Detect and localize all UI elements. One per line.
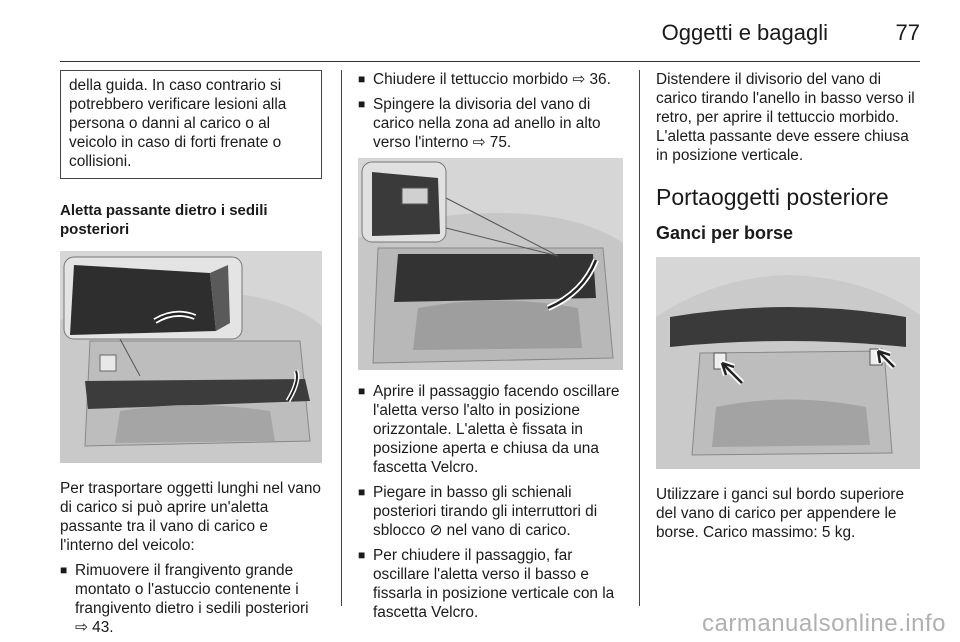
warning-note-text: della guida. In caso contrario si potrebbero verificare lesioni alla persona o danni al carico o al veicolo in caso di forti frenate o collisioni. xyxy=(69,77,287,170)
column-divider xyxy=(341,70,342,606)
paragraph-bag-hooks: Utilizzare i ganci sul bordo superiore del vano di carico per appendere le borse. Carico massimo: 5 kg. xyxy=(656,486,905,541)
list-item: ■ Piegare in basso gli schienali posteriori tirando gli interruttori di sblocco ⊘ nel vano di carico. xyxy=(358,483,623,540)
list-item: ■ Rimuovere il frangivento grande montato o l'astuccio contenente i frangivento dietro i sedili posteriori ⇨ 43. xyxy=(60,561,322,637)
column-2 xyxy=(358,70,623,621)
page-number: 77 xyxy=(895,20,920,45)
paragraph-divider-extend: Distendere il divisorio del vano di carico tirando l'anello in basso verso il retro, per aprire il tettuccio morbido. L'aletta passante deve essere chiusa in posizione verticale. xyxy=(656,71,915,164)
figure-cargo-divider xyxy=(358,158,623,370)
list-item: ■ Spingere la divisoria del vano di carico nella zona ad anello in alto verso l'interno ⇨ 75. xyxy=(358,95,623,152)
section-title: Oggetti e bagagli xyxy=(661,20,828,45)
heading-rear-storage: Portaoggetti posteriore xyxy=(656,184,889,210)
list-item: ■ Aprire il passaggio facendo oscillare l'aletta verso l'alto in posizione orizzontale. L'aletta è fissata in posizione aperta e chiusa da una fascetta Velcro. xyxy=(358,382,623,477)
heading-bag-hooks: Ganci per borse xyxy=(656,223,794,243)
column-3 xyxy=(656,70,920,612)
bag-hooks-illustration xyxy=(656,257,920,469)
cargo-divider-illustration xyxy=(358,158,623,370)
list-item: ■ Chiudere il tettuccio morbido ⇨ 36. xyxy=(358,70,623,89)
figure-bag-hooks xyxy=(656,257,920,469)
subheading-pass-through: Aletta passante dietro i sedili posteriori xyxy=(60,202,268,238)
trunk-flap-illustration xyxy=(60,251,322,463)
page-header xyxy=(60,0,920,62)
column-divider xyxy=(639,70,640,606)
column-1 xyxy=(60,70,322,636)
warning-note-box xyxy=(60,70,322,179)
intro-paragraph: Per trasportare oggetti lunghi nel vano di carico si può aprire un'aletta passante tra il vano di carico e l'interno del veicolo: xyxy=(60,480,321,554)
list-item: ■ Per chiudere il passaggio, far oscillare l'aletta verso il basso e fissarla in posizione verticale con la fascetta Velcro. xyxy=(358,546,623,622)
watermark: carmanualsonline.info xyxy=(702,610,946,637)
figure-pass-through-flap xyxy=(60,251,322,463)
